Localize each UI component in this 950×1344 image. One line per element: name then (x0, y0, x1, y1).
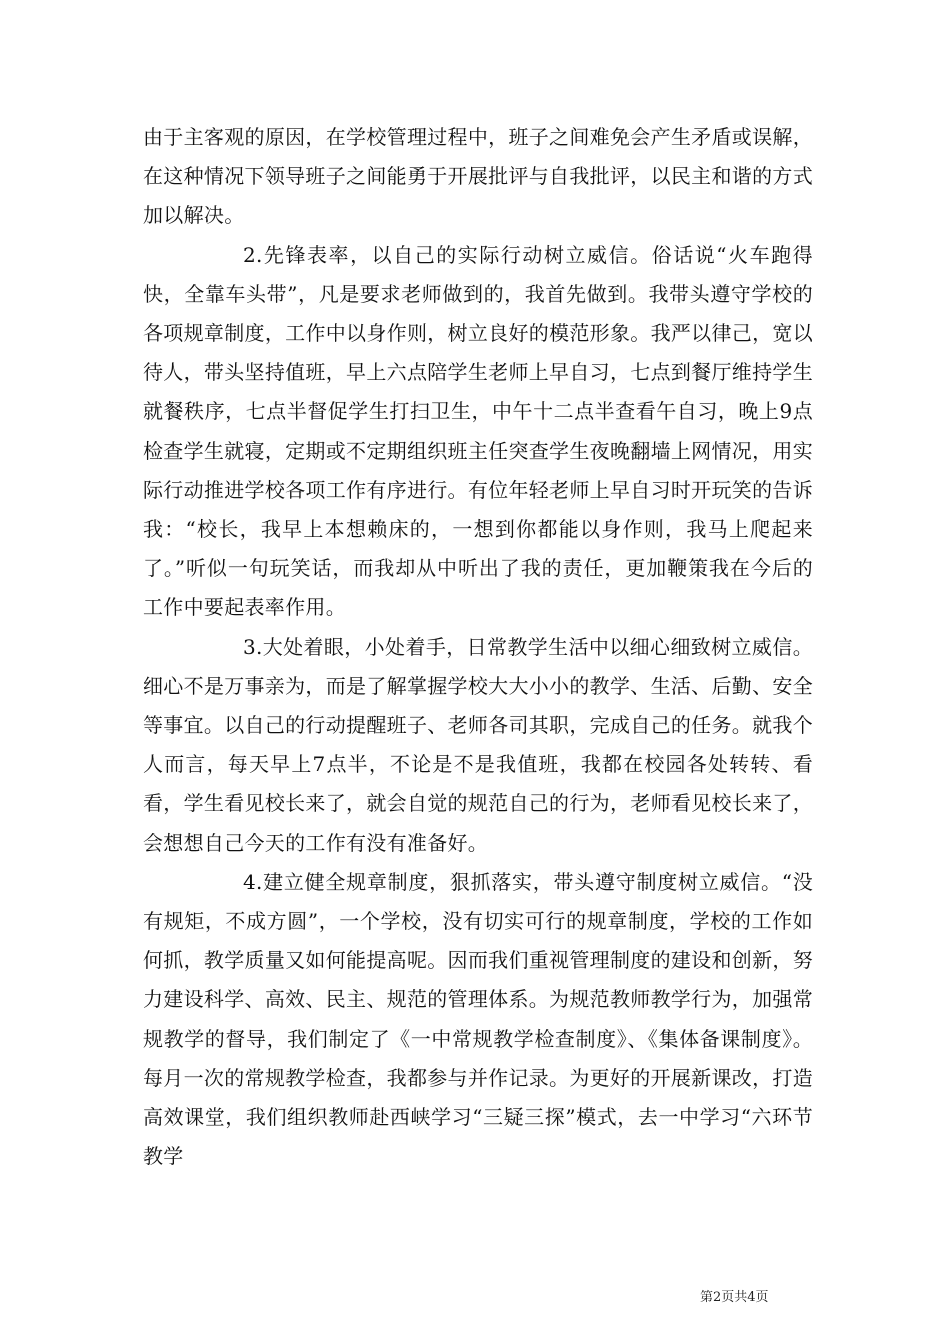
paragraph-2: 2.先锋表率，以自己的实际行动树立威信。俗话说“火车跑得快，全靠车头带”，凡是要求老师做到的，我首先做到。我带头遵守学校的各项规章制度，工作中以身作则，树立良好的模范形象。我严以律己，宽以待人，带头坚持值班，早上六点陪学生老师上早自习，七点到餐厅维持学生就餐秩序，七点半督促学生打扫卫生，中午十二点半查看午自习，晚上9点检查学生就寝，定期或不定期组织班主任突查学生夜晚翻墙上网情况，用实际行动推进学校各项工作有序进行。有位年轻老师上早自习时开玩笑的告诉我：“校长，我早上本想赖床的，一想到你都能以身作则，我马上爬起来了。”听似一句玩笑话，而我却从中听出了我的责任，更加鞭策我在今后的工作中要起表率作用。 (143, 242, 813, 620)
paragraph-3: 3.大处着眼，小处着手，日常教学生活中以细心细致树立威信。细心不是万事亲为，而是了解掌握学校大大小小的教学、生活、后勤、安全等事宜。以自己的行动提醒班子、老师各司其职，完成自己的任务。就我个人而言，每天早上7点半，不论是不是我值班，我都在校园各处转转、看看，学生看见校长来了，就会自觉的规范自己的行为，老师看见校长来了，会想想自己今天的工作有没有准备好。 (143, 634, 813, 855)
paragraph-1: 由于主客观的原因，在学校管理过程中，班子之间难免会产生矛盾或误解，在这种情况下领导班子之间能勇于开展批评与自我批评，以民主和谐的方式加以解决。 (143, 125, 813, 228)
paragraph-4: 4.建立健全规章制度，狠抓落实，带头遵守制度树立威信。“没有规矩，不成方圆”，一个学校，没有切实可行的规章制度，学校的工作如何抓，教学质量又如何能提高呢。因而我们重视管理制度的建设和创新，努力建设科学、高效、民主、规范的管理体系。为规范教师教学行为，加强常规教学的督导，我们制定了《一中常规教学检查制度》、《集体备课制度》。每月一次的常规教学检查，我都参与并作记录。为更好的开展新课改，打造高效课堂，我们组织教师赴西峡学习“三疑三探”模式，去一中学习“六环节教学 (143, 869, 813, 1169)
page-number-footer: 第2页共4页 (700, 1290, 769, 1305)
document-body (143, 118, 813, 1176)
